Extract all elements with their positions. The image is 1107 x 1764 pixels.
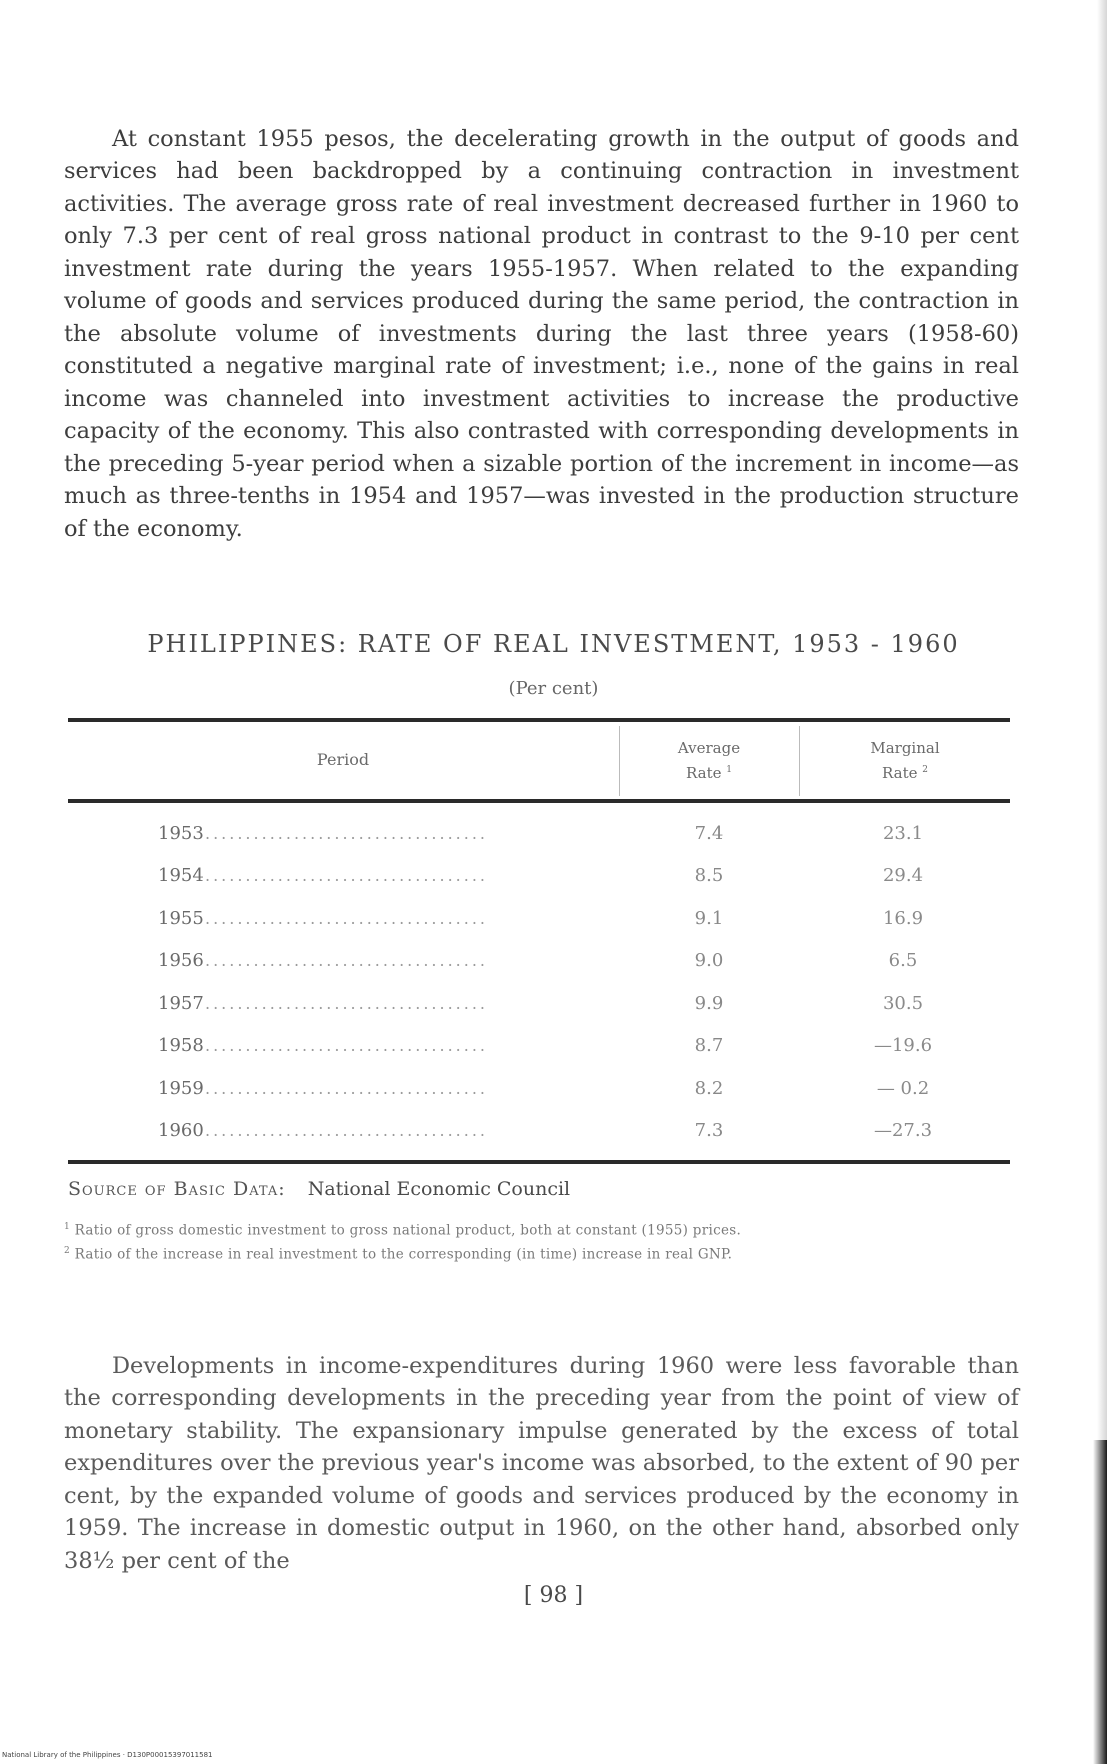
row-average-rate: 9.9 xyxy=(694,992,724,1014)
leader-dots: ................................... xyxy=(205,951,489,971)
footnote-mark: 2 xyxy=(64,1246,71,1256)
header-marginal-line2: Rate $^2$ xyxy=(881,763,928,782)
source-label: Source of Basic Data: xyxy=(68,1178,286,1200)
row-average-rate: 9.0 xyxy=(694,950,724,972)
row-marginal-rate: —19.6 xyxy=(873,1035,933,1057)
paragraph-investment-contraction: At constant 1955 pesos, the decelerating growth in the output of goods and services had been backdropped by a continuing contraction in investment activities. The average gross rate of real investment decreased further in 1960 to only 7.3 per cent of real gross national product in contrast to the 9-10 per cent investment rate during the years 1955-1957. When related to the expanding volume of goods and services produced during the same period, the contraction in the absolute volume of investments during the last three years (1958-60) constituted a negative marginal rate of investment; i.e., none of the gains in real income was channeled into investment activities to increase the productive capacity of the economy. This also contrasted with corresponding developments in the preceding 5-year period when a sizable portion of the increment in income—as much as three-tenths in 1954 and 1957—was invested in the production structure of the economy. xyxy=(64,125,1019,542)
table-row xyxy=(68,897,1010,940)
table-row xyxy=(68,1025,1010,1068)
table-subtitle: (Per cent) xyxy=(508,678,599,699)
row-year: 1960 xyxy=(158,1120,204,1142)
row-marginal-rate: —27.3 xyxy=(873,1120,933,1142)
footnote-mark: 1 xyxy=(64,1222,71,1232)
row-marginal-rate: 23.1 xyxy=(882,822,924,844)
footnote-text: Ratio of the increase in real investment to the corresponding (in time) increase in real GNP. xyxy=(74,1246,733,1263)
leader-dots: ................................... xyxy=(205,1078,489,1098)
row-average-rate: 8.2 xyxy=(694,1077,724,1099)
row-year: 1959 xyxy=(158,1077,204,1099)
row-average-rate: 7.3 xyxy=(694,1120,724,1142)
table-title: PHILIPPINES: RATE OF REAL INVESTMENT, 1953 - 1960 xyxy=(147,630,960,658)
row-year: 1958 xyxy=(158,1035,204,1057)
source-line xyxy=(68,1178,570,1200)
row-marginal-rate: 16.9 xyxy=(882,907,924,929)
footnote-text: Ratio of gross domestic investment to gross national product, both at constant (1955) prices. xyxy=(74,1222,742,1239)
table-row xyxy=(68,812,1010,855)
table-row xyxy=(68,940,1010,983)
header-period xyxy=(68,728,618,792)
table-row xyxy=(68,982,1010,1025)
header-period-label: Period xyxy=(316,750,370,769)
row-average-rate: 9.1 xyxy=(694,907,724,929)
page-number: [ 98 ] xyxy=(523,1583,584,1608)
row-average-rate: 8.5 xyxy=(694,865,724,887)
leader-dots: ................................... xyxy=(205,908,489,928)
leader-dots: ................................... xyxy=(205,1121,489,1141)
table-top-rule xyxy=(68,718,1010,722)
header-marginal-line1: Marginal xyxy=(870,738,940,757)
row-marginal-rate: 30.5 xyxy=(882,992,924,1014)
row-year: 1954 xyxy=(158,865,204,887)
table-row xyxy=(68,1067,1010,1110)
row-year: 1957 xyxy=(158,992,204,1014)
leader-dots: ................................... xyxy=(205,1036,489,1056)
table-row xyxy=(68,855,1010,898)
header-average-line1: Average xyxy=(677,738,741,757)
header-marginal-rate xyxy=(800,728,1010,792)
leader-dots: ................................... xyxy=(205,823,489,843)
row-marginal-rate: 29.4 xyxy=(882,865,924,887)
row-average-rate: 7.4 xyxy=(694,822,724,844)
leader-dots: ................................... xyxy=(205,866,489,886)
leader-dots: ................................... xyxy=(205,993,489,1013)
footnote-ref-2: 2 xyxy=(922,764,928,775)
header-average-line2: Rate $^1$ xyxy=(685,763,732,782)
row-marginal-rate: 6.5 xyxy=(888,950,918,972)
table-row xyxy=(68,1110,1010,1153)
footnote-2 xyxy=(64,1246,732,1263)
row-year: 1956 xyxy=(158,950,204,972)
page-edge-shadow-dark xyxy=(1093,1440,1107,1764)
table-header-rule xyxy=(68,799,1010,803)
paragraph-income-expenditures: Developments in income-expenditures during 1960 were less favorable than the corresponding developments in the preceding year from the point of view of monetary stability. The expansionary impulse generated by the excess of total expenditures over the previous year's income was absorbed, to the extent of 90 per cent, by the expanded volume of goods and services produced by the economy in 1959. The increase in domestic output in 1960, on the other hand, absorbed only 38½ per cent of the xyxy=(64,1352,1019,1574)
footnote-ref-1: 1 xyxy=(726,764,732,775)
row-average-rate: 8.7 xyxy=(694,1035,724,1057)
row-year: 1953 xyxy=(158,822,204,844)
table-bottom-rule xyxy=(68,1160,1010,1164)
row-year: 1955 xyxy=(158,907,204,929)
header-average-rate xyxy=(620,728,798,792)
source-value: National Economic Council xyxy=(307,1178,571,1200)
row-marginal-rate: — 0.2 xyxy=(876,1077,930,1099)
scan-watermark: National Library of the Philippines · D130P00015397011581 xyxy=(2,1751,213,1759)
footnote-1 xyxy=(64,1222,741,1239)
table-body xyxy=(68,812,1010,1152)
